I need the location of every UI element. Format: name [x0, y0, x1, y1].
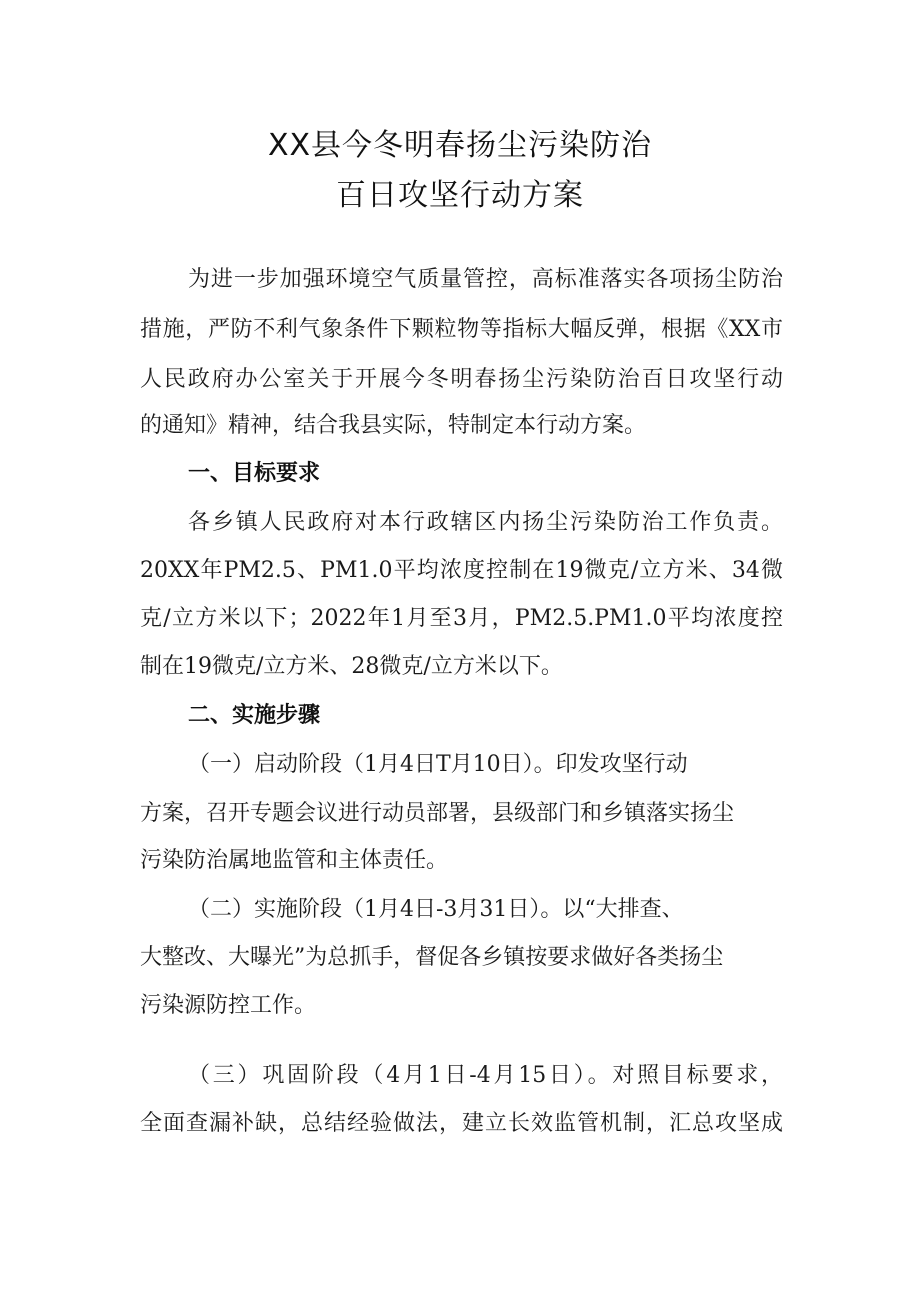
intro-line-4: 的通知》精神，结合我县实际，特制定本行动方案。: [140, 413, 647, 438]
section-1-heading: 一、目标要求: [188, 461, 321, 486]
section-1-line-3: 克/立方米以下；2022年1月至3月，PM2.5.PM1.0平均浓度控: [140, 606, 783, 631]
document-title-line-2: 百日攻坚行动方案: [336, 178, 584, 213]
intro-line-3: 人民政府办公室关于开展今冬明春扬尘污染防治百日攻坚行动: [140, 367, 783, 392]
section-1-line-4: 制在19微克/立方米、28微克/立方米以下。: [140, 654, 563, 679]
section-2-heading: 二、实施步骤: [188, 703, 321, 728]
step-1-line-3: 污染防治属地监管和主体责任。: [140, 848, 449, 873]
step-3-line-1: （三）巩固阶段（4月1日-4月15日）。对照目标要求，: [188, 1063, 783, 1088]
step-1-line-1: （一）启动阶段（1月4日T月10日）。印发攻坚行动: [188, 752, 688, 777]
step-2-line-3: 污染源防控工作。: [140, 993, 317, 1018]
section-1-line-2: 20XX年PM2.5、PM1.0平均浓度控制在19微克/立方米、34微: [140, 558, 783, 583]
section-1-line-1: 各乡镇人民政府对本行政辖区内扬尘污染防治工作负责。: [188, 510, 783, 535]
step-1-line-2: 方案，召开专题会议进行动员部署，县级部门和乡镇落实扬尘: [140, 801, 735, 826]
step-2-line-1: （二）实施阶段（1月4日-3月31日）。以“大排查、: [188, 897, 684, 922]
step-2-line-2: 大整改、大曝光”为总抓手，督促各乡镇按要求做好各类扬尘: [140, 945, 724, 970]
intro-line-2: 措施，严防不利气象条件下颗粒物等指标大幅反弹，根据《XX市: [140, 317, 783, 342]
document-title-line-1: XX县今冬明春扬尘污染防治: [267, 128, 653, 163]
step-3-line-2: 全面查漏补缺，总结经验做法，建立长效监管机制，汇总攻坚成: [140, 1111, 783, 1136]
intro-line-1: 为进一步加强环境空气质量管控，高标准落实各项扬尘防治: [188, 267, 783, 292]
